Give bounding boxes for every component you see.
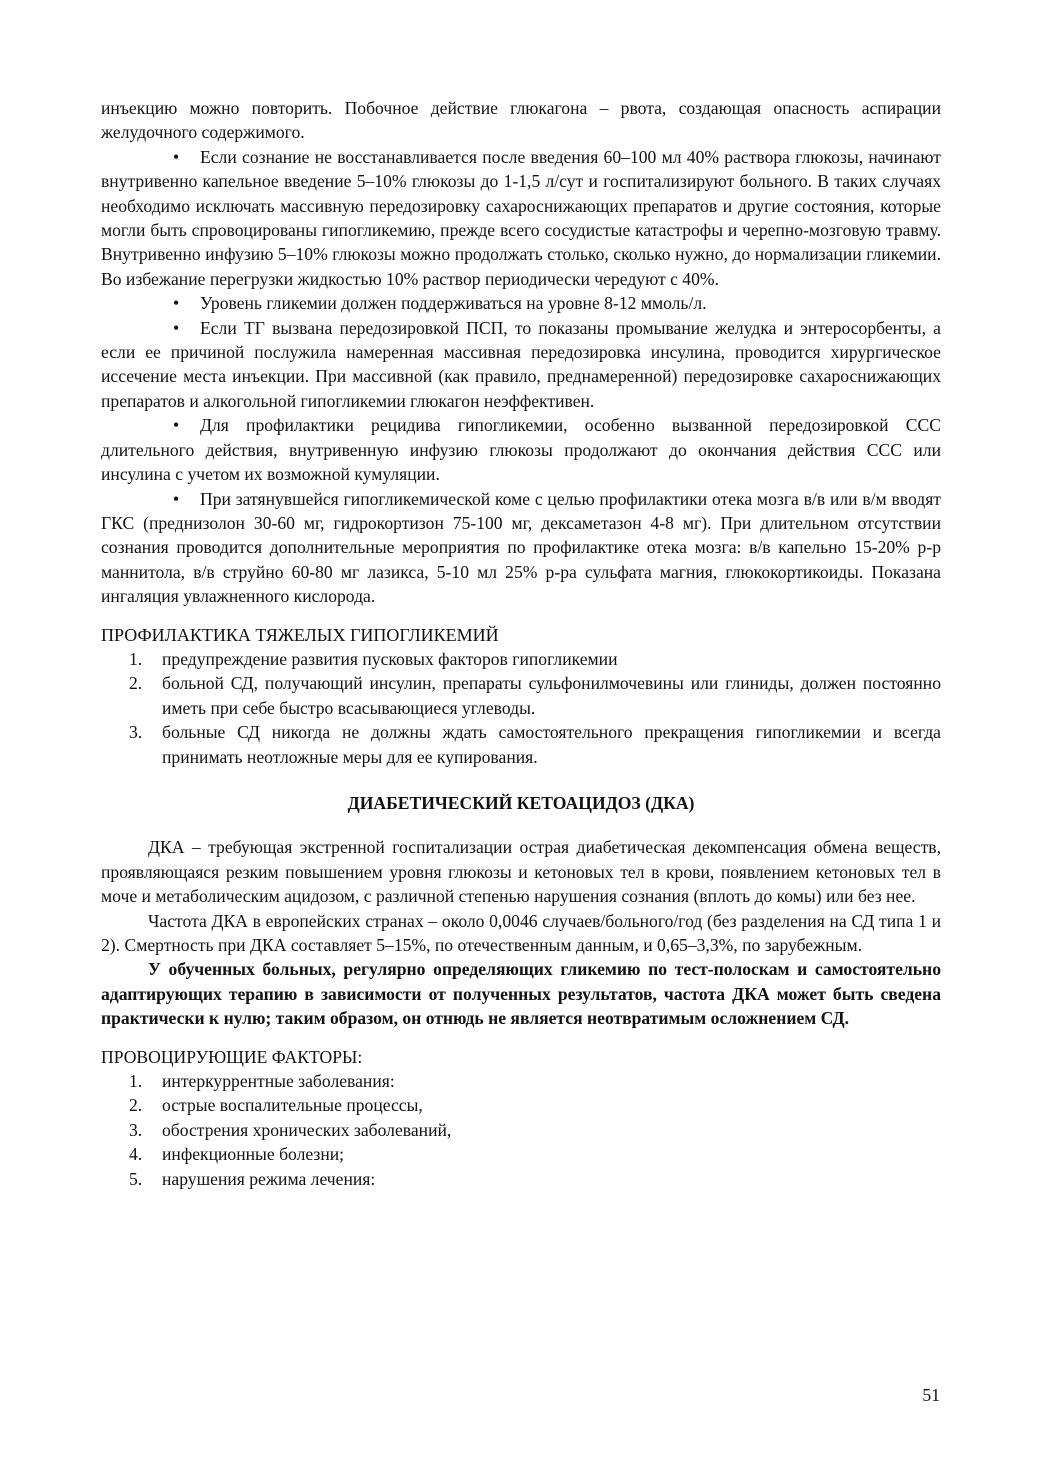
section-title: ДИАБЕТИЧЕСКИЙ КЕТОАЦИДОЗ (ДКА) [347,792,695,813]
page-content [101,96,941,1191]
bullet-icon: • [173,293,180,314]
paragraph-continued: инъекцию можно повторить. Побочное действие глюкагона – рвота, создающая опасность аспирации желудочного содержимого. [101,98,941,143]
bullet-paragraph: • Для профилактики рецидива гипогликемии, особенно вызванной передозировкой ССС длительного действия, внутривенную инфузию глюкозы продолжают до окончания действия ССС или инсулина с учетом их возможной кумуляции. [101,415,941,485]
bullet-paragraph: • При затянувшейся гипогликемической коме с целью профилактики отека мозга в/в или в/м вводят ГКС (преднизолон 30-60 мг, гидрокортизон 75-100 мг, дексаметазон 4-8 мг). При длительном отсутствии сознания проводится дополнительные мероприятия по профилактике отека мозга: в/в капельно 15-20% р-р маннитола, в/в струйно 60-80 мг лазикса, 5-10 мл 25% р-ра сульфата магния, глюкокортикоиды. Показана ингаляция увлажненного кислорода. [101,488,941,607]
dka-definition: ДКА – требующая экстренной госпитализации острая диабетическая декомпенсация обмена веществ, проявляющаяся резким повышением уровня глюкозы и кетоновых тел в крови, появлением кетоновых тел в моче и метаболическим ацидозом, с различной степенью нарушения сознания (вплоть до комы) или без нее. [101,837,941,907]
prevention-list [101,647,941,769]
list-item: 2. больной СД, получающий инсулин, препараты сульфонилмочевины или глиниды, должен постоянно иметь при себе быстро всасывающиеся углеводы. [129,673,941,718]
factors-heading: ПРОВОЦИРУЮЩИЕ ФАКТОРЫ: [101,1046,363,1067]
factors-list [101,1069,941,1191]
bullet-icon: • [173,415,180,436]
bullet-icon: • [173,488,180,509]
list-item: 2. острые воспалительные процессы, [129,1095,423,1116]
list-item: 4. инфекционные болезни; [129,1144,345,1165]
list-item: 3. больные СД никогда не должны ждать самостоятельного прекращения гипогликемии и всегда принимать неотложные меры для ее купирования. [129,722,941,767]
bullet-icon: • [173,146,180,167]
bullet-icon: • [173,317,180,338]
list-item: 5. нарушения режима лечения: [129,1168,376,1189]
bullet-paragraph: • Если ТГ вызвана передозировкой ПСП, то показаны промывание желудка и энтеросорбенты, а если ее причиной послужила намеренная массивная передозировка инсулина, проводится хирургическое иссечение места инъекции. При массивной (как правило, преднамеренной) передозировке сахароснижающих препаратов и алкогольной гипогликемии глюкагон неэффективен. [101,317,941,411]
dka-frequency: Частота ДКА в европейских странах – около 0,0046 случаев/больного/год (без разделения на СД типа 1 и 2). Смертность при ДКА составляет 5–15%, по отечественным данным, и 0,65–3,3%, по зарубежным. [101,910,941,955]
list-item: 1. интеркуррентные заболевания: [129,1071,395,1092]
page-number: 51 [922,1385,940,1405]
prevention-heading: ПРОФИЛАКТИКА ТЯЖЕЛЫХ ГИПОГЛИКЕМИЙ [101,624,499,645]
bullet-paragraph: • Если сознание не восстанавливается после введения 60–100 мл 40% раствора глюкозы, начинают внутривенно капельное введение 5–10% глюкозы до 1-1,5 л/сут и госпитализируют больного. В таких случаях необходимо исключать массивную передозировку сахароснижающих препаратов и другие состояния, которые могли быть спровоцированы гипогликемию, прежде всего сосудистые катастрофы и черепно-мозговую травму. Внутривенно инфузию 5–10% глюкозы можно продолжать столько, сколько нужно, до нормализации гликемии. Во избежание перегрузки жидкостью 10% раствор периодически чередуют с 40%. [101,146,941,289]
dka-emphasis: У обученных больных, регулярно определяющих гликемию по тест-полоскам и самостоятельно адаптирующих терапию в зависимости от полученных результатов, частота ДКА может быть сведена практически к нулю; таким образом, он отнюдь не является неотвратимым осложнением СД. [101,959,941,1029]
bullet-paragraph: • Уровень гликемии должен поддерживаться на уровне 8-12 ммоль/л. [101,291,941,315]
list-item: 1. предупреждение развития пусковых факторов гипогликемии [129,648,618,669]
list-item: 3. обострения хронических заболеваний, [129,1119,452,1140]
